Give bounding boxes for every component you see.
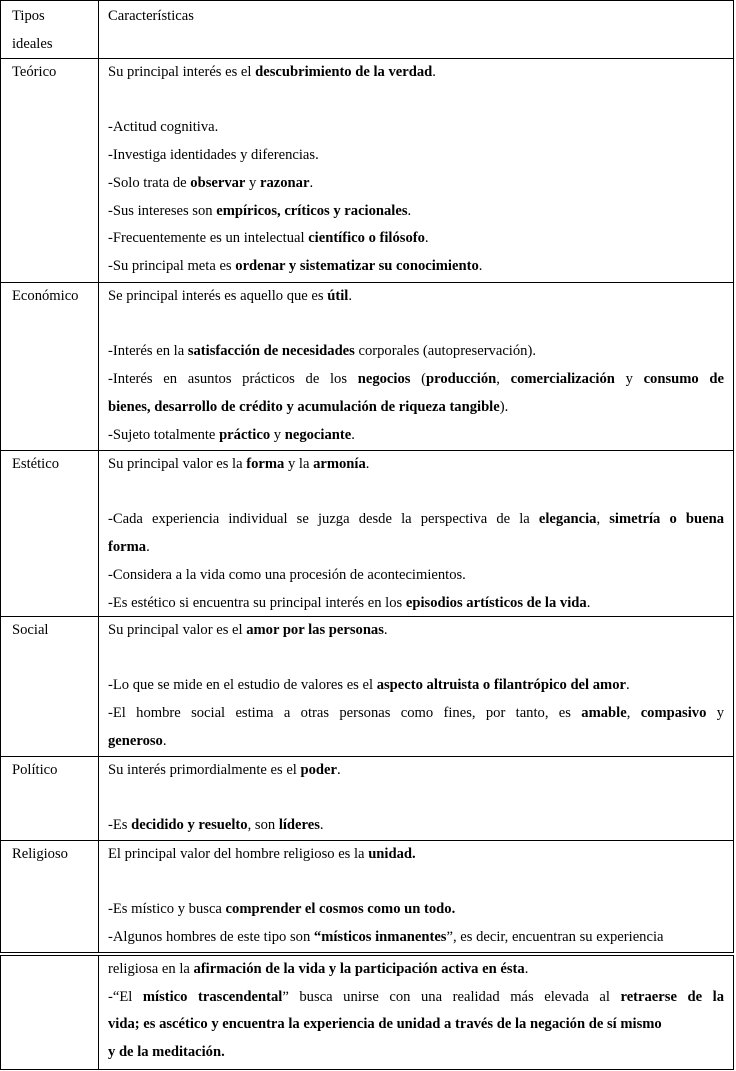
- text-segment: .: [478, 257, 483, 274]
- type-name: Económico: [12, 288, 79, 304]
- bold-term: líderes: [278, 817, 320, 834]
- text-segment: Su interés primordialmente es el: [108, 762, 301, 778]
- bold-term: producción: [425, 371, 497, 388]
- text-segment: -Frecuentemente es un intelectual: [108, 230, 309, 247]
- characteristic-line: [108, 114, 724, 142]
- text-segment: religiosa en la: [108, 961, 194, 977]
- text-segment: -“El: [108, 988, 143, 1005]
- text-segment: -Interés en la: [108, 343, 188, 360]
- bold-term: satisfacción de necesidades: [187, 343, 355, 360]
- blank-line: [108, 311, 724, 339]
- text-segment: .: [351, 426, 355, 443]
- text-segment: .: [586, 594, 591, 611]
- text-segment: El principal valor del hombre religioso es la: [108, 846, 369, 862]
- characteristic-line: [108, 984, 724, 1012]
- text-segment: -Solo trata de: [108, 174, 191, 191]
- characteristic-line: [108, 422, 724, 450]
- type-name: Social: [12, 622, 49, 638]
- text-segment: Se principal interés es aquello que es: [108, 288, 328, 304]
- bold-term: simetría o buena: [609, 511, 724, 528]
- characteristic-line: [108, 672, 724, 700]
- characteristic-line: [108, 728, 724, 756]
- characteristic-line: [108, 590, 724, 618]
- table-row: [0, 955, 734, 1070]
- table-row: [0, 451, 734, 617]
- characteristic-line: [108, 225, 724, 253]
- text-segment: .: [146, 539, 150, 556]
- text-segment: .: [432, 64, 436, 80]
- bold-term: generoso: [108, 732, 163, 749]
- characteristic-line: [108, 394, 724, 422]
- characteristic-line: [108, 956, 724, 984]
- characteristic-line: [108, 534, 724, 562]
- text-segment: ” busca unirse con una realidad más elevada al: [282, 988, 621, 1005]
- bold-term: negociante: [284, 426, 352, 443]
- text-segment: Su principal valor es el: [108, 622, 247, 638]
- header-col1-line: Tipos: [12, 8, 45, 24]
- text-segment: .: [625, 677, 630, 694]
- bold-term: práctico: [219, 426, 271, 443]
- bold-term: amor por las personas: [246, 622, 384, 638]
- characteristic-line: [108, 924, 724, 952]
- bold-term: episodios artísticos de la vida: [405, 594, 587, 611]
- bold-term: empíricos, críticos y racionales: [216, 202, 408, 219]
- bold-term: y de la meditación.: [108, 1044, 225, 1061]
- text-segment: -El hombre social estima a otras personas como fines, por tanto, es: [108, 705, 582, 722]
- text-segment: .: [424, 230, 429, 247]
- header-col1-line: ideales: [12, 35, 53, 52]
- text-segment: -Algunos hombres de este tipo son: [108, 929, 314, 946]
- text-segment: y: [614, 371, 644, 388]
- characteristic-line: [108, 1011, 724, 1039]
- characteristic-line: [108, 1039, 724, 1067]
- blank-line: [108, 645, 724, 673]
- characteristic-line: [108, 198, 724, 226]
- text-segment: -Su principal meta es: [108, 257, 236, 274]
- text-segment: -Actitud cognitiva.: [108, 119, 219, 136]
- bold-term: “místicos inmanentes: [313, 929, 447, 946]
- blank-line: [108, 87, 724, 115]
- text-segment: y: [706, 705, 724, 722]
- text-segment: .: [309, 174, 314, 191]
- text-segment: (: [410, 371, 426, 388]
- table-row: [0, 757, 734, 841]
- text-segment: .: [348, 288, 352, 304]
- characteristic-line: [108, 562, 724, 590]
- text-segment: corporales (autopreservación).: [354, 343, 536, 360]
- bold-term: bienes, desarrollo de crédito y acumulación de riqueza tangible: [108, 398, 500, 415]
- table-row: [0, 617, 734, 757]
- bold-term: vida; es ascético y encuentra la experiencia de unidad a través de la negación de sí mismo: [108, 1016, 662, 1033]
- text-segment: .: [407, 202, 412, 219]
- bold-term: elegancia: [538, 511, 597, 528]
- text-segment: .: [365, 456, 370, 472]
- bold-term: místico trascendental: [142, 988, 283, 1005]
- text-segment: -Investiga identidades y diferencias.: [108, 147, 319, 164]
- bold-term: comprender el cosmos como un todo.: [225, 901, 456, 918]
- blank-line: [108, 869, 724, 897]
- type-name: Estético: [12, 456, 60, 472]
- blank-line: [108, 785, 724, 813]
- header-col2-label: Características: [108, 8, 194, 24]
- text-segment: -Es: [108, 817, 132, 834]
- bold-term: amable: [581, 705, 627, 722]
- characteristic-line: [108, 170, 724, 198]
- bold-term: ordenar y sistematizar su conocimiento: [235, 257, 479, 274]
- blank-line: [108, 479, 724, 507]
- bold-term: científico o filósofo: [308, 230, 425, 247]
- text-segment: -Sujeto totalmente: [108, 426, 220, 443]
- characteristic-line: [108, 283, 724, 311]
- bold-term: poder: [300, 762, 337, 778]
- characteristic-line: [108, 142, 724, 170]
- characteristic-line: [108, 59, 724, 87]
- text-segment: -Considera a la vida como una procesión de acontecimientos.: [108, 566, 466, 583]
- bold-term: forma: [108, 539, 147, 556]
- text-segment: y: [245, 174, 260, 191]
- text-segment: .: [524, 961, 529, 977]
- text-segment: -Es estético si encuentra su principal interés en los: [108, 594, 406, 611]
- bold-term: comercialización: [510, 371, 615, 388]
- bold-term: unidad.: [368, 846, 416, 862]
- characteristic-line: [108, 841, 724, 869]
- bold-term: útil: [327, 288, 349, 304]
- bold-term: consumo de: [643, 371, 724, 388]
- text-segment: Su principal valor es la: [108, 456, 247, 472]
- bold-term: retraerse de la: [620, 988, 724, 1005]
- text-segment: -Sus intereses son: [108, 202, 217, 219]
- text-segment: .: [383, 622, 388, 638]
- characteristic-line: [108, 253, 724, 281]
- characteristic-line: [108, 700, 724, 728]
- text-segment: ,: [596, 511, 610, 528]
- text-segment: y la: [284, 456, 314, 472]
- characteristic-line: [108, 338, 724, 366]
- table-row: [0, 59, 734, 283]
- characteristic-line: [108, 506, 724, 534]
- characteristic-line: [108, 451, 724, 479]
- characteristic-line: [108, 617, 724, 645]
- text-segment: ”, es decir, encuentran su experiencia: [446, 929, 664, 946]
- text-segment: -Cada experiencia individual se juzga desde la perspectiva de la: [108, 511, 539, 528]
- bold-term: aspecto altruista o filantrópico del amor: [376, 677, 626, 694]
- bold-term: afirmación de la vida y la participación activa en ésta: [193, 961, 525, 977]
- type-name: Religioso: [12, 846, 68, 862]
- text-segment: .: [319, 817, 324, 834]
- text-segment: -Interés en asuntos prácticos de los: [108, 371, 358, 388]
- bold-term: razonar: [260, 174, 310, 191]
- text-segment: , son: [247, 817, 279, 834]
- text-segment: ,: [626, 705, 641, 722]
- table-row: [0, 841, 734, 953]
- text-segment: -Lo que se mide en el estudio de valores es el: [108, 677, 377, 694]
- text-segment: y: [270, 426, 285, 443]
- bold-term: compasivo: [640, 705, 707, 722]
- text-segment: Su principal interés es el: [108, 64, 256, 80]
- text-segment: .: [162, 732, 167, 749]
- characteristic-line: [108, 812, 724, 840]
- bold-term: observar: [190, 174, 246, 191]
- bold-term: forma: [246, 456, 285, 472]
- bold-term: descubrimiento de la verdad: [255, 64, 433, 80]
- bold-term: armonía: [313, 456, 366, 472]
- characteristic-line: [108, 366, 724, 394]
- table-header-row: [0, 0, 734, 59]
- text-segment: ,: [496, 371, 511, 388]
- bold-term: decidido y resuelto: [131, 817, 248, 834]
- type-name: Político: [12, 762, 58, 778]
- text-segment: .: [337, 762, 341, 778]
- table-row: [0, 283, 734, 451]
- text-segment: -Es místico y busca: [108, 901, 226, 918]
- text-segment: ).: [499, 398, 509, 415]
- characteristic-line: [108, 757, 724, 785]
- characteristic-line: [108, 896, 724, 924]
- bold-term: negocios: [357, 371, 411, 388]
- type-name: Teórico: [12, 64, 57, 80]
